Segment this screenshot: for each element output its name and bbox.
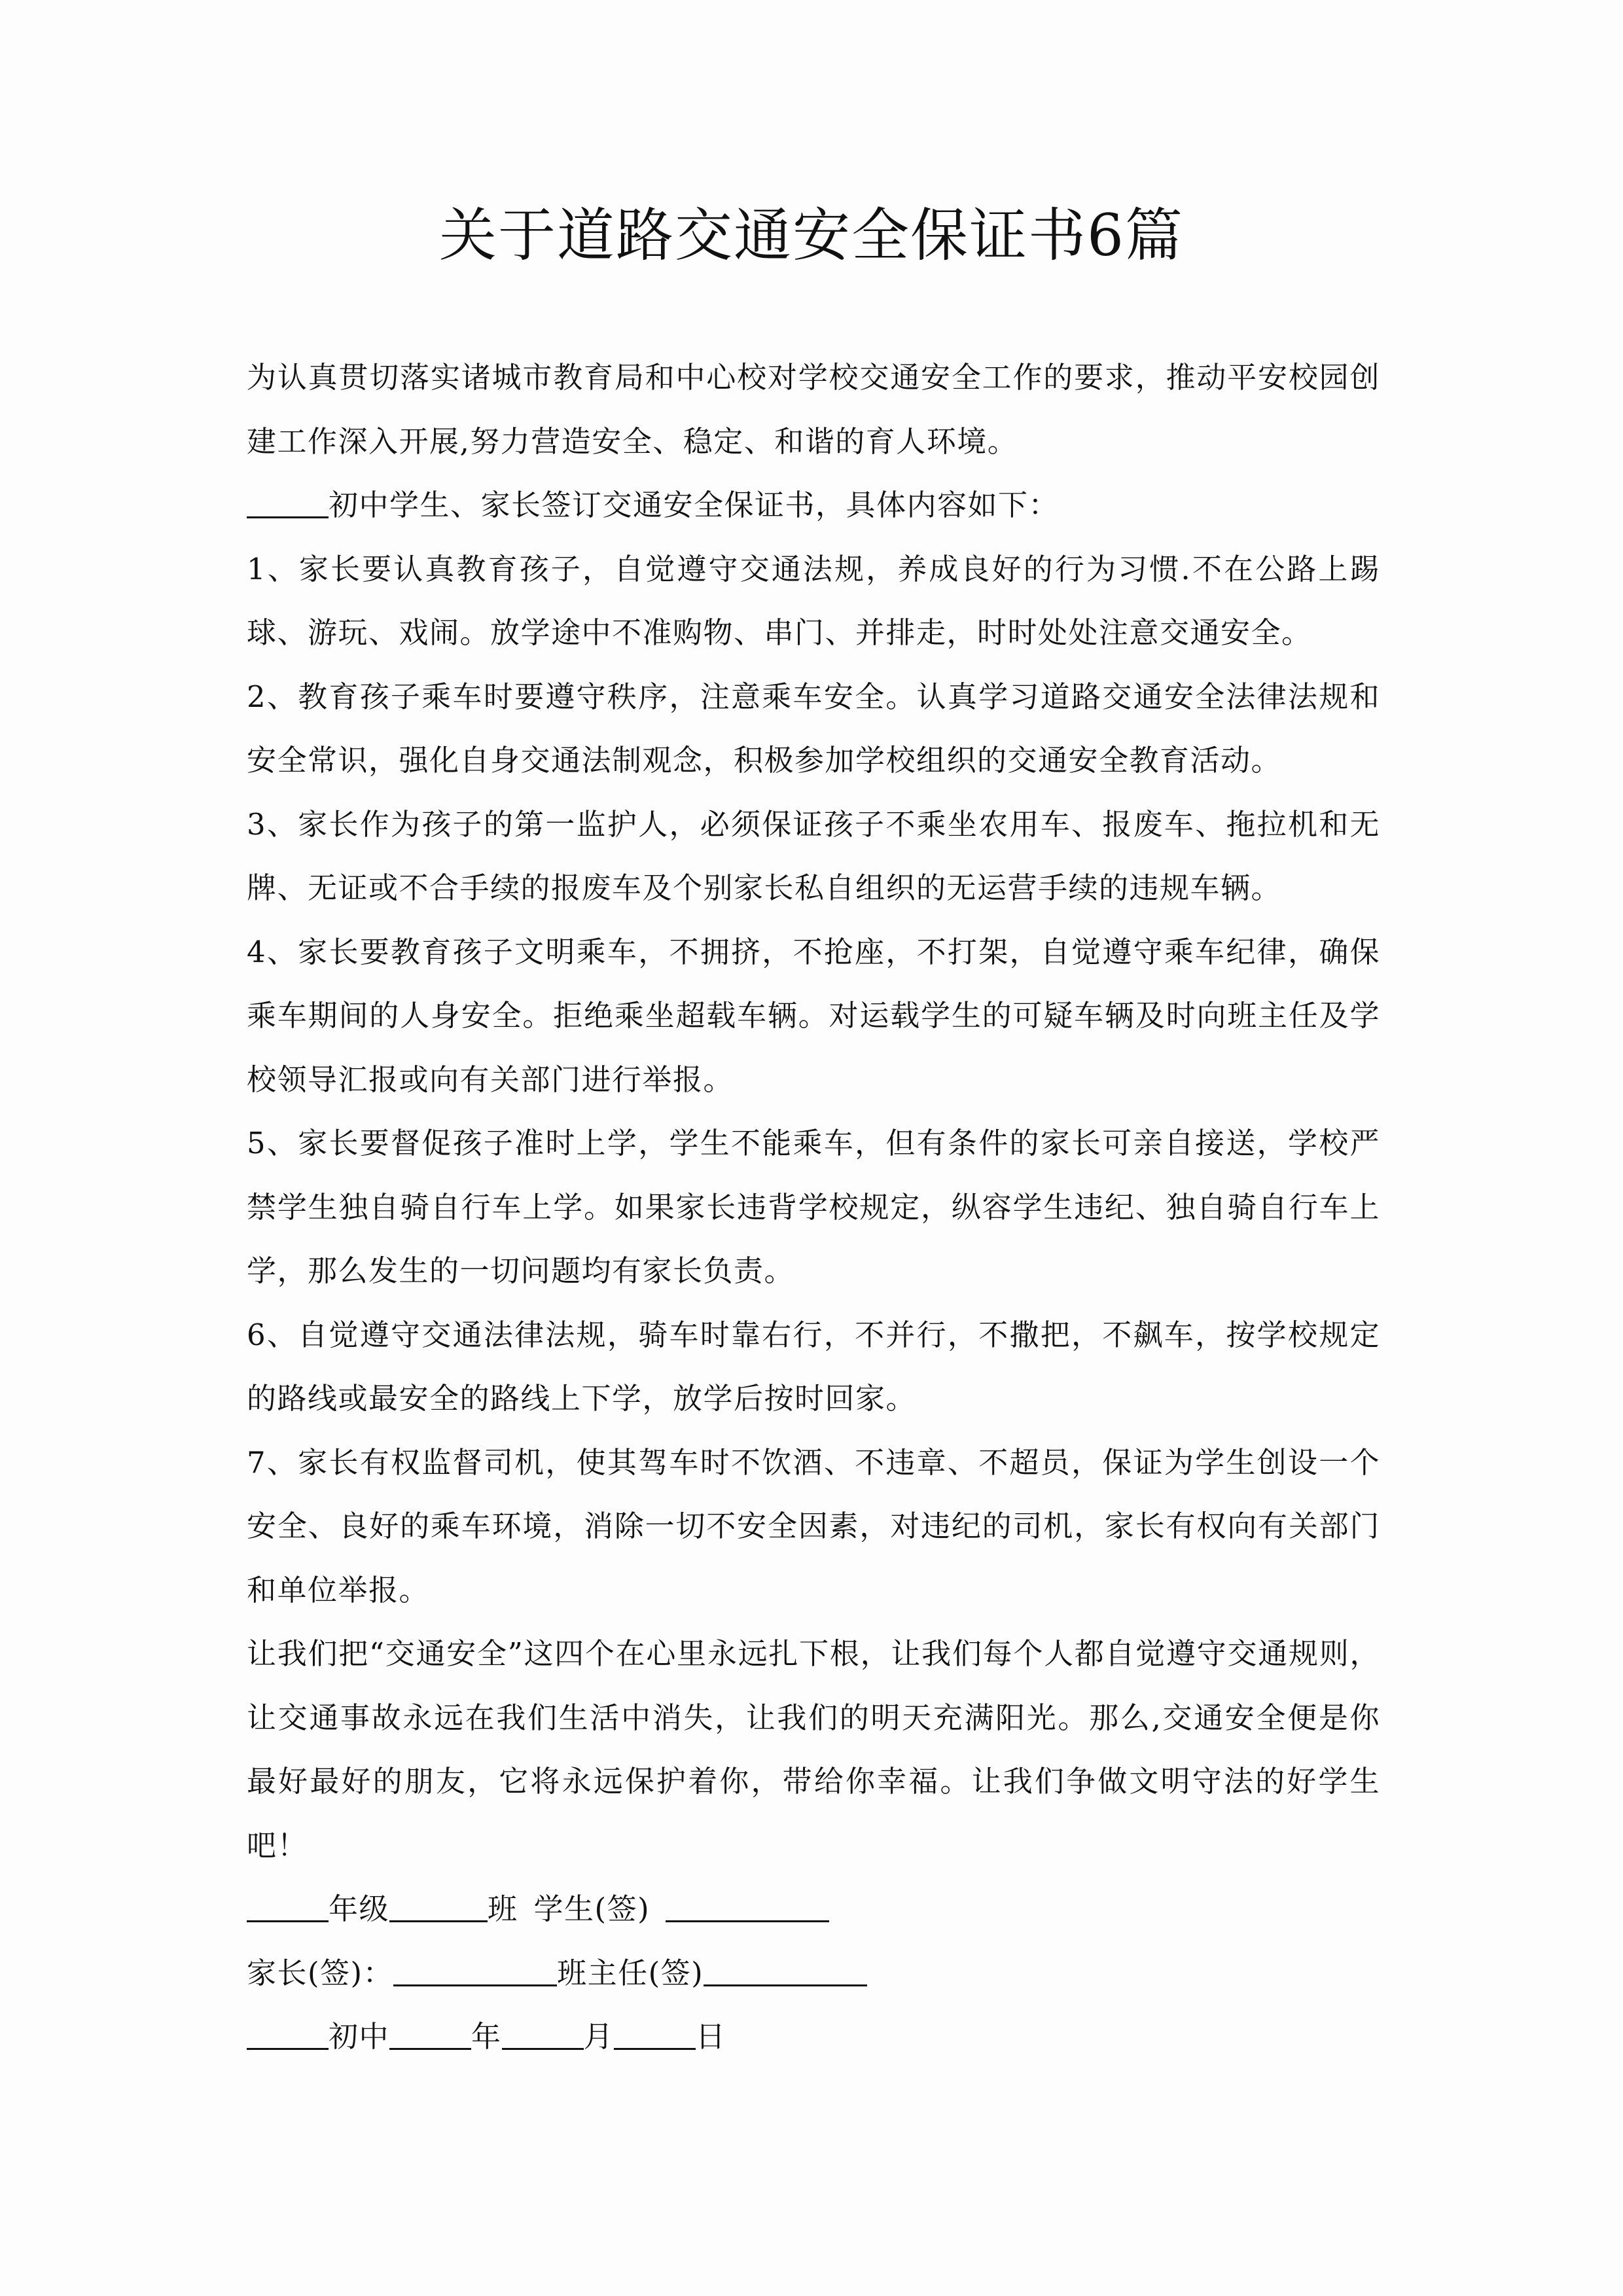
year-label: 年 (471, 2019, 502, 2054)
teacher-sign-blank[interactable] (704, 1955, 867, 1986)
parent-sign-label: 家长(签)： (247, 1955, 394, 1990)
grade-label: 年级 (329, 1892, 390, 1926)
month-blank[interactable] (502, 2018, 584, 2050)
lead-in-paragraph (247, 473, 1380, 537)
student-sign-label: 学生(签) (533, 1892, 651, 1926)
student-signature-line (247, 1877, 1380, 1941)
item-1: 1、家长要认真教育孩子，自觉遵守交通法规，养成良好的行为习惯.不在公路上踢球、游玩、戏闹。放学途中不准购物、串门、并排走，时时处处注意交通安全。 (247, 551, 1380, 650)
grade-blank[interactable] (247, 1891, 329, 1922)
item-7: 7、家长有权监督司机，使其驾车时不饮酒、不违章、不超员，保证为学生创设一个安全、良好的乘车环境，消除一切不安全因素，对违纪的司机，家长有权向有关部门和单位举报。 (247, 1444, 1380, 1607)
school-label: 初中 (329, 2019, 390, 2054)
year-blank[interactable] (389, 2018, 471, 2050)
class-label: 班 (488, 1892, 518, 1926)
document-title: 关于道路交通安全保证书6篇 (439, 202, 1184, 269)
item-6: 6、自觉遵守交通法律法规，骑车时靠右行，不并行，不撒把，不飙车，按学校规定的路线或最安全的路线上下学，放学后按时回家。 (247, 1317, 1380, 1416)
item-3: 3、家长作为孩子的第一监护人，必须保证孩子不乘坐农用车、报废车、拖拉机和无牌、无证或不合手续的报废车及个别家长私自组织的无运营手续的违规车辆。 (247, 806, 1380, 905)
student-sign-blank[interactable] (666, 1891, 829, 1922)
document-body (247, 346, 1380, 2069)
item-5: 5、家长要督促孩子准时上学，学生不能乘车，但有条件的家长可亲自接送，学校严禁学生独自骑自行车上学。如果家长违背学校规定，纵容学生违纪、独自骑自行车上学，那么发生的一切问题均有家长负责。 (247, 1126, 1380, 1288)
parent-sign-blank[interactable] (393, 1955, 557, 1986)
school-name-blank[interactable] (247, 487, 329, 518)
parent-teacher-signature-line (247, 1941, 1380, 2005)
day-blank[interactable] (614, 2018, 696, 2050)
item-2: 2、教育孩子乘车时要遵守秩序，注意乘车安全。认真学习道路交通安全法律法规和安全常识，强化自身交通法制观念，积极参加学校组织的交通安全教育活动。 (247, 679, 1380, 778)
intro-paragraph: 为认真贯切落实诸城市教育局和中心校对学校交通安全工作的要求，推动平安校园创建工作深入开展,努力营造安全、稳定、和谐的育人环境。 (247, 360, 1380, 459)
school-blank[interactable] (247, 2018, 329, 2050)
teacher-sign-label: 班主任(签) (557, 1955, 704, 1990)
month-label: 月 (583, 2019, 615, 2054)
date-line (247, 2005, 1380, 2069)
lead-in-text: 初中学生、家长签订交通安全保证书，具体内容如下： (329, 488, 1060, 522)
day-label: 日 (696, 2019, 726, 2054)
closing-paragraph: 让我们把“交通安全”这四个在心里永远扎下根，让我们每个人都自觉遵守交通规则，让交通事故永远在我们生活中消失，让我们的明天充满阳光。那么,交通安全便是你最好最好的朋友，它将永远保护着你，带给你幸福。让我们争做文明守法的好学生吧！ (247, 1636, 1380, 1863)
class-blank[interactable] (389, 1891, 488, 1922)
item-4: 4、家长要教育孩子文明乘车，不拥挤，不抢座，不打架，自觉遵守乘车纪律，确保乘车期间的人身安全。拒绝乘坐超载车辆。对运载学生的可疑车辆及时向班主任及学校领导汇报或向有关部门进行举报。 (247, 934, 1380, 1097)
